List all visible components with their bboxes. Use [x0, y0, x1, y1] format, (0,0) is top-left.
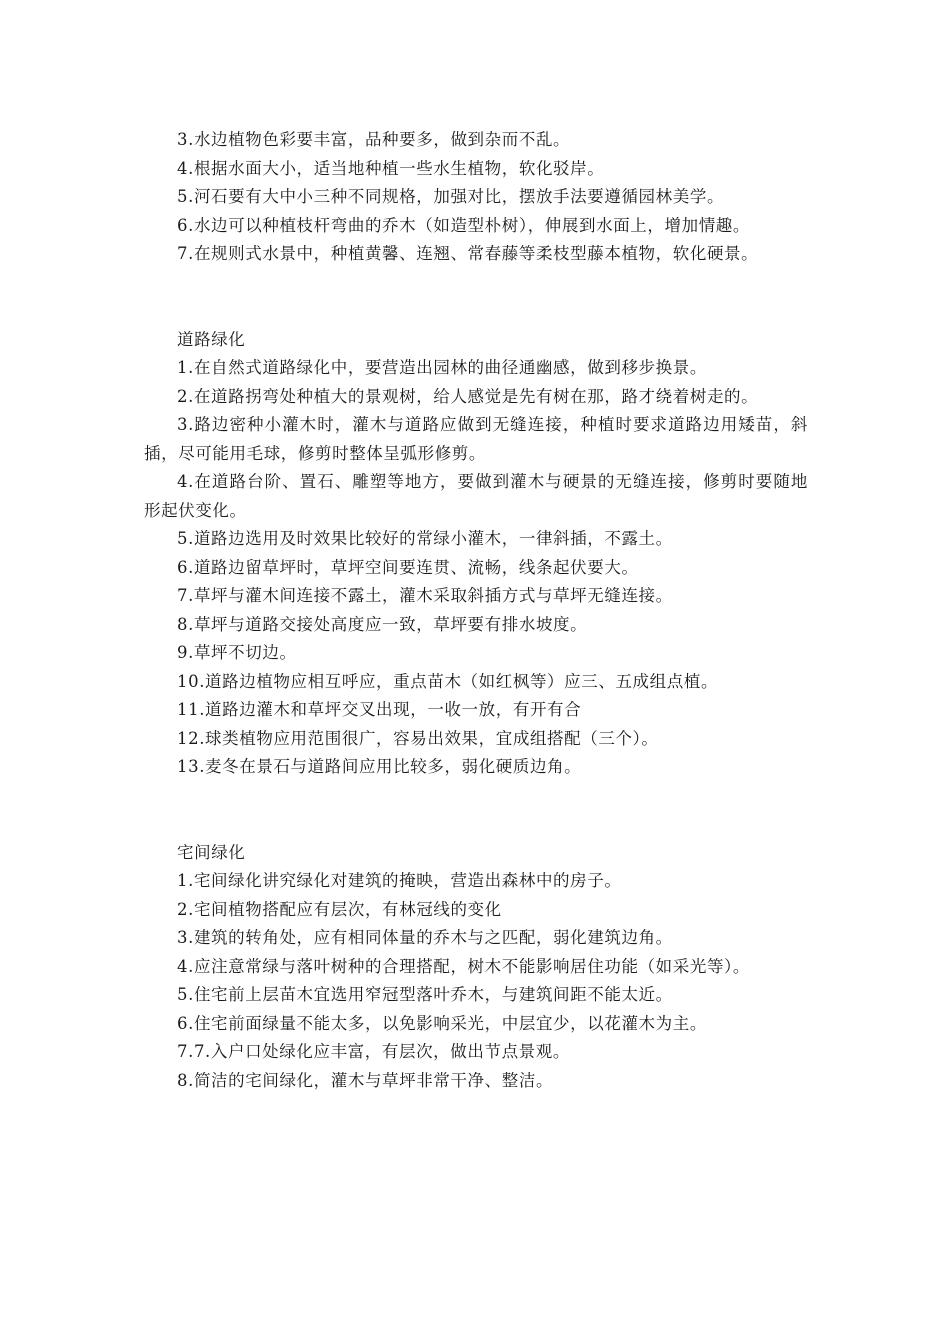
water-item-7: 7.在规则式水景中，种植黄馨、连翘、常春藤等柔枝型藤本植物，软化硬景。	[177, 244, 759, 263]
road-item-13: 13.麦冬在景石与道路间应用比较多，弱化硬质边角。	[177, 757, 582, 776]
house-item-3: 3.建筑的转角处，应有相同体量的乔木与之匹配，弱化建筑边角。	[177, 928, 673, 947]
road-item-12: 12.球类植物应用范围很广，容易出效果，宜成组搭配（三个）。	[177, 728, 659, 748]
house-item-2: 2.宅间植物搭配应有层次，有林冠线的变化	[177, 899, 502, 919]
road-section-title: 道路绿化	[177, 329, 246, 349]
house-section-title: 宅间绿化	[177, 842, 246, 862]
house-item-4: 4.应注意常绿与落叶树种的合理搭配，树木不能影响居住功能（如采光等）。	[177, 956, 750, 976]
house-item-7: 7.7.入户口处绿化应丰富，有层次，做出节点景观。	[177, 1042, 570, 1061]
water-item-6: 6.水边可以种植枝杆弯曲的乔木（如造型朴树），伸展到水面上，增加情趣。	[177, 215, 750, 235]
road-item-9: 9.草坪不切边。	[177, 643, 297, 662]
section-house	[144, 839, 808, 1096]
water-item-3: 3.水边植物色彩要丰富，品种要多，做到杂而不乱。	[177, 130, 571, 149]
section-gap	[144, 782, 808, 839]
section-water	[144, 126, 808, 269]
house-item-8: 8.简洁的宅间绿化，灌木与草坪非常干净、整洁。	[177, 1070, 554, 1090]
road-item-10: 10.道路边植物应相互呼应，重点苗木（如红枫等）应三、五成组点植。	[177, 671, 719, 691]
road-item-5: 5.道路边选用及时效果比较好的常绿小灌木，一律斜插，不露土。	[177, 529, 673, 548]
road-item-2: 2.在道路拐弯处种植大的景观树，给人感觉是先有树在那，路才绕着树走的。	[177, 386, 759, 406]
water-item-4: 4.根据水面大小，适当地种植一些水生植物，软化驳岸。	[177, 158, 605, 178]
house-item-6: 6.住宅前面绿量不能太多，以免影响采光，中层宜少，以花灌木为主。	[177, 1013, 707, 1033]
road-item-3: 3.路边密种小灌木时，灌木与道路应做到无缝连接，种植时要求道路边用矮苗，斜插，尽可能用毛球，修剪时整体呈弧形修剪。	[144, 415, 808, 463]
road-item-8: 8.草坪与道路交接处高度应一致，草坪要有排水坡度。	[177, 614, 588, 634]
road-item-1: 1.在自然式道路绿化中，要营造出园林的曲径通幽感，做到移步换景。	[177, 358, 707, 377]
road-item-4: 4.在道路台阶、置石、雕塑等地方，要做到灌木与硬景的无缝连接，修剪时要随地形起伏变化。	[144, 472, 808, 520]
water-item-5: 5.河石要有大中小三种不同规格，加强对比，摆放手法要遵循园林美学。	[177, 187, 725, 206]
road-item-6: 6.道路边留草坪时，草坪空间要连贯、流畅，线条起伏要大。	[177, 557, 639, 577]
road-item-11: 11.道路边灌木和草坪交叉出现，一收一放，有开有合	[177, 700, 582, 719]
house-item-1: 1.宅间绿化讲究绿化对建筑的掩映，营造出森林中的房子。	[177, 871, 622, 890]
house-item-5: 5.住宅前上层苗木宜选用窄冠型落叶乔木，与建筑间距不能太近。	[177, 985, 673, 1004]
section-road	[144, 326, 808, 782]
road-item-7: 7.草坪与灌木间连接不露土，灌木采取斜插方式与草坪无缝连接。	[177, 586, 673, 605]
section-gap	[144, 269, 808, 326]
document-page	[144, 126, 808, 1095]
